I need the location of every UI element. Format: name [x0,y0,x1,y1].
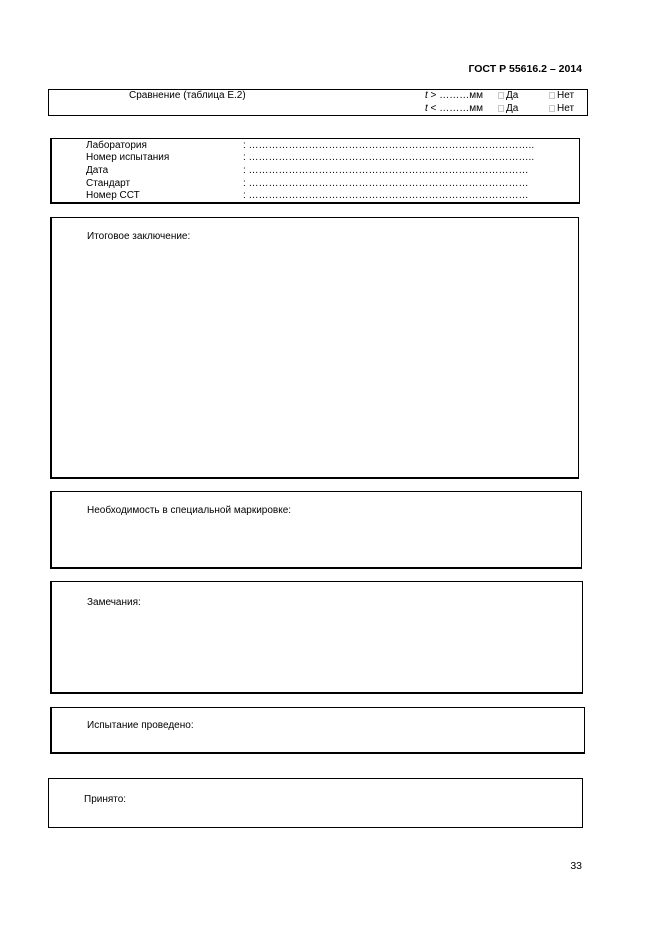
unit: мм [469,90,483,101]
checkbox-icon[interactable] [498,92,504,99]
conclusion-label: Итоговое заключение: [87,231,191,242]
accepted-label: Принято: [84,794,127,805]
accepted-box [48,778,583,828]
checkbox-icon[interactable] [498,105,504,112]
page-number: 33 [570,860,582,872]
checkbox-icon[interactable] [549,105,555,112]
comparison-row-greater [425,90,483,101]
unit: мм [469,103,483,114]
yes-option[interactable] [498,103,518,114]
test-performed-box [50,707,585,754]
field-value-date: : ………………………………………………………………………… [243,165,529,176]
dots: ……… [439,90,470,101]
yes-label: Да [506,90,519,101]
comparison-box [48,89,588,116]
info-box [50,138,580,204]
special-marking-label: Необходимость в специальной маркировке: [87,505,292,516]
remarks-box [50,581,583,694]
field-label-laboratory: Лаборатория [86,140,147,151]
field-label-date: Дата [86,165,109,176]
field-label-standard: Стандарт [86,178,131,189]
remarks-label: Замечания: [87,597,141,608]
yes-label: Да [506,103,519,114]
yes-option[interactable] [498,90,518,101]
no-label: Нет [557,90,575,101]
conclusion-box [50,217,579,479]
var-t: t [425,90,428,101]
no-label: Нет [557,103,575,114]
document-number: ГОСТ Р 55616.2 – 2014 [468,63,582,75]
field-value-cst-number: : ………………………………………………………………………… [243,190,529,201]
field-value-laboratory: : ………………………………………………………………………….. [243,140,535,151]
operator: < [427,103,440,114]
no-option[interactable] [549,103,574,114]
comparison-label: Сравнение (таблица Е.2) [129,90,246,101]
special-marking-box [50,491,582,569]
dots: ……… [439,103,470,114]
field-label-cst-number: Номер ССТ [86,190,140,201]
comparison-row-less [425,103,483,114]
field-value-test-number: : ………………………………………………………………………….. [243,152,535,163]
field-label-test-number: Номер испытания [86,152,170,163]
no-option[interactable] [549,90,574,101]
var-t: t [425,103,428,114]
operator: > [427,90,440,101]
test-performed-label: Испытание проведено: [87,720,194,731]
checkbox-icon[interactable] [549,92,555,99]
field-value-standard: : ………………………………………………………………………… [243,178,529,189]
